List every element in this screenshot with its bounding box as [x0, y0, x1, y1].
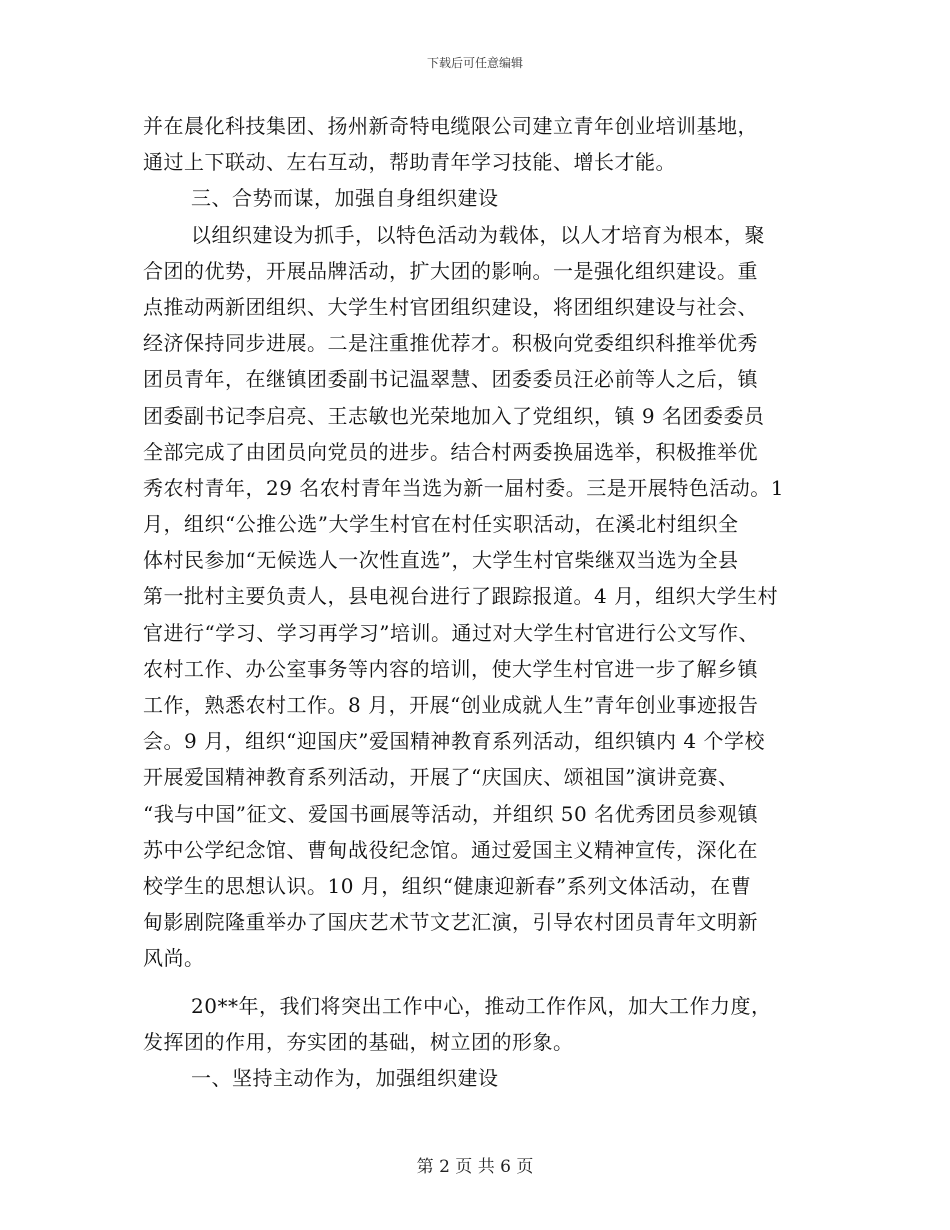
- text-line: 工作，熟悉农村工作。8 月，开展“创业成就人生”青年创业事迹报告: [143, 693, 759, 717]
- text-line: 全部完成了由团员向党员的进步。结合村两委换届选举，积极推举优: [143, 439, 758, 464]
- text-line: 秀农村青年，29 名农村青年当选为新一届村委。三是开展特色活动。1: [143, 475, 785, 500]
- text-line: 官进行“学习、学习再学习”培训。通过对大学生村官进行公文写作、: [143, 620, 759, 645]
- text-line: 20**年，我们将突出工作中心，推动工作作风，加大工作力度，: [191, 993, 772, 1018]
- text-line: 通过上下联动、左右互动，帮助青年学习技能、增长才能。: [143, 150, 676, 175]
- text-line: 会。9 月，组织“迎国庆”爱国精神教育系列活动，组织镇内 4 个学校: [143, 729, 765, 754]
- text-line: 农村工作、办公室事务等内容的培训，使大学生村官进一步了解乡镇: [143, 656, 758, 681]
- page-number: 第 2 页 共 6 页: [416, 1157, 534, 1177]
- text-line: 发挥团的作用，夯实团的基础，树立团的形象。: [143, 1029, 574, 1054]
- text-line: 第一批村主要负责人，县电视台进行了跟踪报道。4 月，组织大学生村: [143, 584, 779, 609]
- text-line: 并在晨化科技集团、扬州新奇特电缆限公司建立青年创业培训基地，: [143, 114, 758, 138]
- text-line: 团委副书记李启亮、王志敏也光荣地加入了党组织，镇 9 名团委委员: [143, 403, 765, 428]
- text-line: 合团的优势，开展品牌活动，扩大团的影响。一是强化组织建设。重: [143, 258, 758, 283]
- section-heading: 一、坚持主动作为，加强组织建设: [191, 1065, 499, 1090]
- text-line: 开展爱国精神教育系列活动，开展了“庆国庆、颂祖国”演讲竞赛、: [143, 765, 739, 790]
- text-line: 经济保持同步进展。二是注重推优荐才。积极向党委组织科推举优秀: [143, 331, 758, 356]
- text-line: 以组织建设为抓手，以特色活动为载体，以人才培育为根本，聚: [191, 222, 765, 247]
- header-note: 下载后可任意编辑: [426, 56, 523, 70]
- text-line: 风尚。: [143, 946, 205, 971]
- text-line: 体村民参加“无候选人一次性直选”，大学生村官柴继双当选为全县: [143, 548, 739, 573]
- text-line: 点推动两新团组织、大学生村官团组织建设，将团组织建设与社会、: [143, 294, 758, 319]
- text-line: 苏中公学纪念馆、曹甸战役纪念馆。通过爱国主义精神宣传，深化在: [143, 837, 758, 862]
- text-line: 团员青年，在继镇团委副书记温翠慧、团委委员汪必前等人之后，镇: [143, 367, 758, 392]
- section-heading: 三、合势而谋，加强自身组织建设: [191, 186, 499, 211]
- text-line: 校学生的思想认识。10 月，组织“健康迎新春”系列文体活动，在曹: [143, 873, 752, 898]
- text-line: 甸影剧院隆重举办了国庆艺术节文艺汇演，引导农村团员青年文明新: [143, 910, 758, 935]
- text-line: 月，组织“公推公选”大学生村官在村任实职活动，在溪北村组织全: [143, 512, 739, 537]
- document-body: [143, 108, 813, 1096]
- text-line: “我与中国”征文、爱国书画展等活动，并组织 50 名优秀团员参观镇: [143, 801, 759, 826]
